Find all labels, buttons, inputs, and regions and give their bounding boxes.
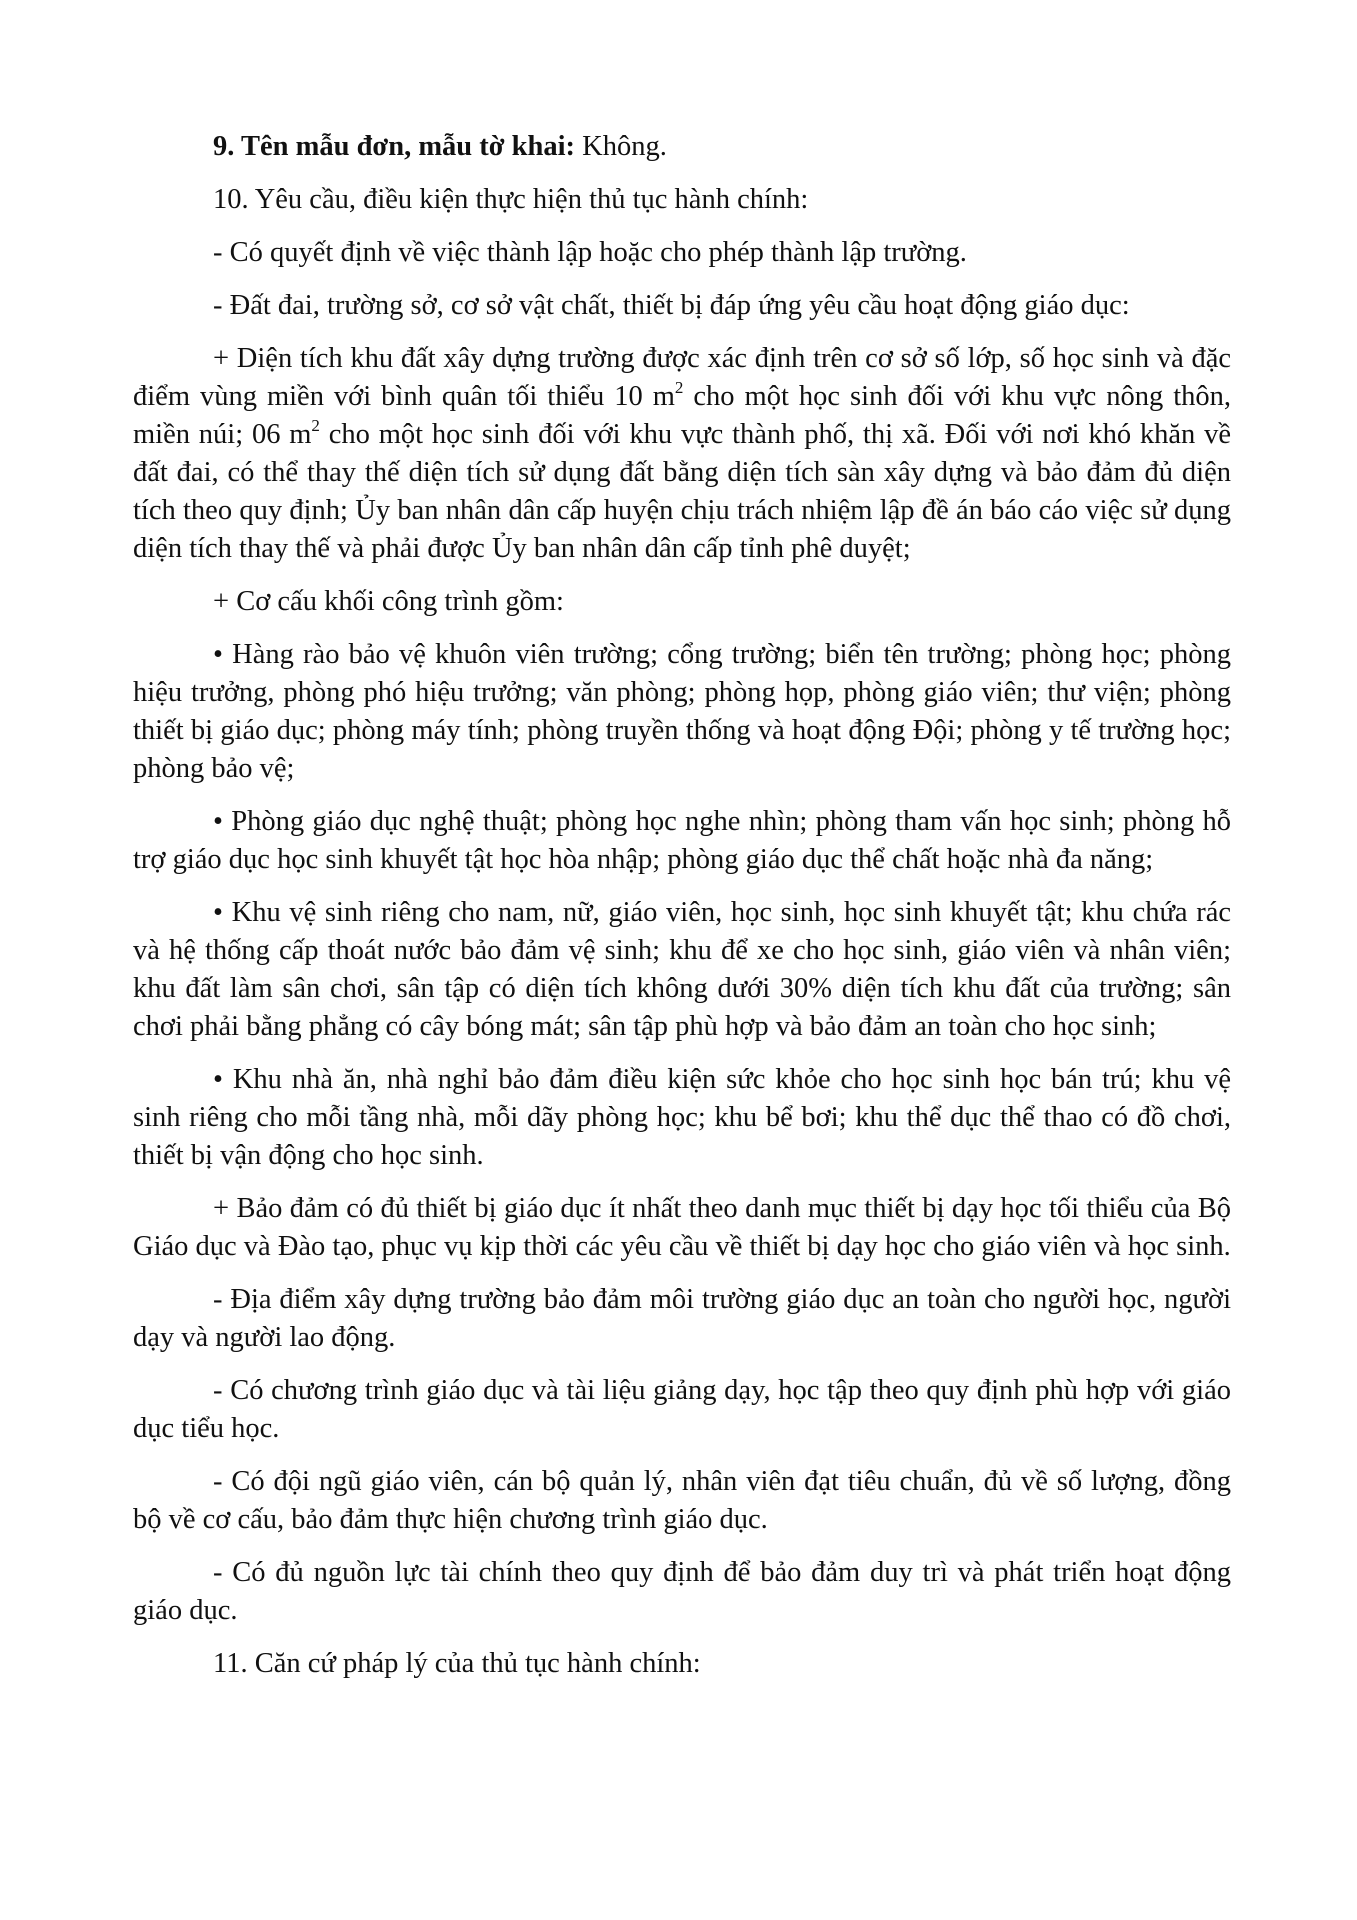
superscript-squared-2: 2 [311,416,320,435]
paragraph-finance: - Có đủ nguồn lực tài chính theo quy định để bảo đảm duy trì và phát triển hoạt động giáo dục. [133,1557,1231,1626]
section-9 [133,128,1231,166]
section-9-title: 9. Tên mẫu đơn, mẫu tờ khai: [213,131,576,162]
paragraph-building-structure: + Cơ cấu khối công trình gồm: [213,586,564,617]
paragraph-location-safety: - Địa điểm xây dựng trường bảo đảm môi trường giáo dục an toàn cho người học, người dạy và người lao động. [133,1284,1231,1353]
paragraph-establishment-decision: - Có quyết định về việc thành lập hoặc cho phép thành lập trường. [213,237,967,268]
paragraph-staff: - Có đội ngũ giáo viên, cán bộ quản lý, nhân viên đạt tiêu chuẩn, đủ về số lượng, đồng bộ về cơ cấu, bảo đảm thực hiện chương trình giáo dục. [133,1466,1231,1535]
paragraph-land-facilities: - Đất đai, trường sở, cơ sở vật chất, thiết bị đáp ứng yêu cầu hoạt động giáo dục: [213,290,1130,321]
land-area-text-a: + Diện tích khu đất xây dựng trường được xác định trên cơ sở số lớp, số học sinh và đặc điểm vùng miền với bình quân tối thiểu 10 m [133,343,1231,412]
paragraph-land-area [133,340,1231,568]
paragraph-curriculum: - Có chương trình giáo dục và tài liệu giảng dạy, học tập theo quy định phù hợp với giáo dục tiểu học. [133,1375,1231,1444]
land-area-text-c: cho một học sinh đối với khu vực thành phố, thị xã. Đối với nơi khó khăn về đất đai, có thể thay thế diện tích sử dụng đất bằng diện tích sàn xây dựng và bảo đảm đủ diện tích theo quy định; Ủy ban nhân dân cấp huyện chịu trách nhiệm lập đề án báo cáo việc sử dụng diện tích thay thế và phải được Ủy ban nhân dân cấp tỉnh phê duyệt; [133,419,1231,564]
bullet-sanitation: • Khu vệ sinh riêng cho nam, nữ, giáo viên, học sinh, học sinh khuyết tật; khu chứa rác và hệ thống cấp thoát nước bảo đảm vệ sinh; khu để xe cho học sinh, giáo viên và nhân viên; khu đất làm sân chơi, sân tập có diện tích không dưới 30% diện tích khu đất của trường; sân chơi phải bằng phẳng có cây bóng mát; sân tập phù hợp và bảo đảm an toàn cho học sinh; [133,897,1231,1042]
section-11-title: 11. Căn cứ pháp lý của thủ tục hành chính: [213,1648,701,1679]
document-page [133,128,1231,1698]
bullet-canteen: • Khu nhà ăn, nhà nghỉ bảo đảm điều kiện sức khỏe cho học sinh học bán trú; khu vệ sinh riêng cho mỗi tầng nhà, mỗi dãy phòng học; khu bể bơi; khu thể dục thể thao có đồ chơi, thiết bị vận động cho học sinh. [133,1064,1231,1171]
bullet-fence-rooms: • Hàng rào bảo vệ khuôn viên trường; cổng trường; biển tên trường; phòng học; phòng hiệu trưởng, phòng phó hiệu trưởng; văn phòng; phòng họp, phòng giáo viên; thư viện; phòng thiết bị giáo dục; phòng máy tính; phòng truyền thống và hoạt động Đội; phòng y tế trường học; phòng bảo vệ; [133,639,1231,784]
section-10-title: 10. Yêu cầu, điều kiện thực hiện thủ tục hành chính: [213,184,809,215]
paragraph-equipment: + Bảo đảm có đủ thiết bị giáo dục ít nhất theo danh mục thiết bị dạy học tối thiểu của Bộ Giáo dục và Đào tạo, phục vụ kịp thời các yêu cầu về thiết bị dạy học cho giáo viên và học sinh. [133,1193,1231,1262]
section-9-value: Không. [575,131,667,162]
bullet-arts-rooms: • Phòng giáo dục nghệ thuật; phòng học nghe nhìn; phòng tham vấn học sinh; phòng hỗ trợ giáo dục học sinh khuyết tật học hòa nhập; phòng giáo dục thể chất hoặc nhà đa năng; [133,806,1231,875]
superscript-squared-1: 2 [674,378,684,397]
land-area-text-b: cho một học sinh đối với khu vực nông thôn, miền núi; 06 m [133,381,1231,450]
